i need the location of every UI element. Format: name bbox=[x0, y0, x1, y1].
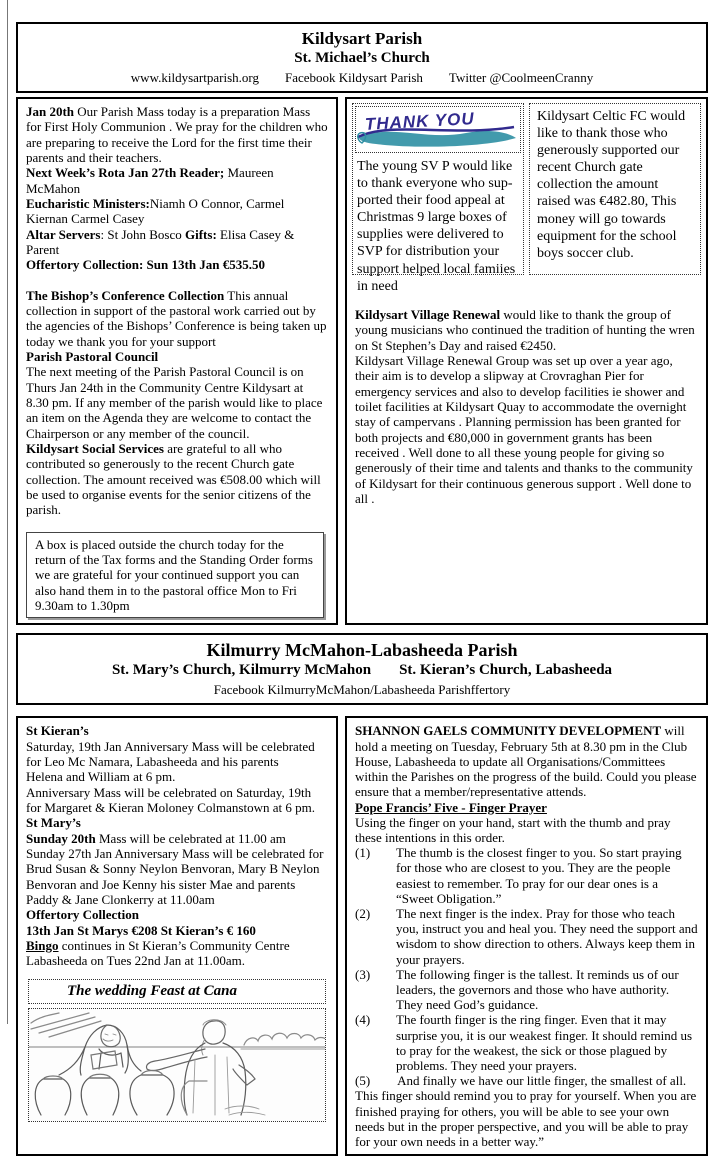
kilmurry-contact-line: Facebook KilmurryMcMahon/Labasheeda Parishffertory bbox=[213, 682, 511, 698]
kilmurry-right-column bbox=[345, 716, 708, 1156]
svp-thanks-text: The young SV P would like to thank everyone who sup-ported their food appeal at Christmas 9 large boxes of supplies were delivered to SVP for distribution your support helped local famiies in need bbox=[357, 159, 516, 294]
page-left-edge-line bbox=[7, 0, 8, 1024]
celtic-fc-text: Kildysart Celtic FC would like to thank those who generously supported our recent Church gate collection the amount raised was €482.80, This money will go towards equipment for the school boys soccer club. bbox=[537, 109, 686, 261]
pastoral-council-heading: Parish Pastoral Council bbox=[26, 348, 159, 364]
kildysart-facebook: Facebook Kildysart Parish bbox=[284, 69, 423, 85]
kilmurry-header bbox=[16, 633, 708, 705]
wedding-feast-title-box bbox=[28, 979, 326, 1005]
bishops-conference-notice: The Bishop’s Conference Collection This annual collection in support of the pastoral work carried out by the agencies of the Bishops’ Conference is being taken up today we thank you for your support bbox=[26, 287, 327, 349]
bingo-line: Bingo continues in St Kieran’s Community Centre bbox=[26, 938, 290, 954]
kilmurry-title: Kilmurry McMahon-Labasheeda Parish bbox=[206, 640, 518, 661]
mass-notice: Jan 20th Our Parish Mass today is a preparation Mass for First Holy Communion . We pray for the children who are preparing to receive the Lord for the first time their parents and their teachers. bbox=[26, 104, 328, 166]
village-renewal-detail: Kildysart Village Renewal Group was set up over a year ago, their aim is to develop a slipway at Crovraghan Pier for emergency services and also to develop facilities ie shower and toilet facilities at Kildysart Quay to accommodate the overnight stay of campervans . Planning permission has been granted for both projects and €80,000 in government grants has been received . Well done to all these young people for giving so generously of their time and talents and thanks to the community of Kildysart for their continuous generous support . Well done to all . bbox=[355, 353, 693, 506]
prayer-item-1: (1) The thumb is the closest finger to you. So start praying for those who are closest to you. They are the people easiest to remember. To pray for our dear ones is a “Sweet Obligation.” bbox=[355, 845, 682, 906]
wedding-feast-title: The wedding Feast at Cana bbox=[67, 982, 238, 999]
sunday20-line: Sunday 20th Mass will be celebrated at 11.00 am bbox=[26, 830, 286, 846]
kildysart-twitter: Twitter @CoolmeenCranny bbox=[448, 69, 594, 85]
kildysart-right-column bbox=[345, 97, 708, 625]
kildysart-contact-line bbox=[22, 70, 702, 85]
shannon-gaels-notice: SHANNON GAELS COMMUNITY DEVELOPMENT will hold a meeting on Tuesday, February 5th at 8.30 pm in the Club House, Labasheeda to update all Organisations/Committees within the Parishes on the progress of the build. Could you please ensure that a member/representative attends. bbox=[355, 723, 697, 800]
sunday27-line: Sunday 27th Jan Anniversary Mass will be celebrated for Brud Susan & Sonny Neylon Benvoran, Mary B Neylon Benvoran and Joe Kenny his sister Mae and parents Paddy & Jane Clonkerry at 11.00am bbox=[26, 846, 324, 908]
kildysart-left-column bbox=[16, 97, 338, 625]
tax-forms-box bbox=[26, 532, 324, 619]
kildysart-title: Kildysart Parish bbox=[301, 29, 423, 48]
offertory-heading: Offertory Collection bbox=[26, 907, 139, 923]
tax-forms-text: A box is placed outside the church today for the return of the Tax forms and the Standing Order forms we are grateful for your continued support you can also hand them in to the pastoral office Mon to Fri 9.30am to 1.30pm bbox=[35, 536, 313, 613]
kildysart-header bbox=[16, 22, 708, 93]
wedding-feast-illustration bbox=[29, 1009, 326, 1121]
altar-servers-line: Altar Servers: St John Bosco Gifts: Elisa Casey & Parent bbox=[26, 226, 295, 258]
finger-prayer-heading: Pope Francis’ Five - Finger Prayer bbox=[355, 799, 547, 815]
kildysart-church-name: St. Michael’s Church bbox=[294, 50, 430, 67]
thank-you-logo bbox=[355, 106, 521, 153]
st-marys-church: St. Mary’s Church, Kilmurry McMahon bbox=[111, 662, 372, 679]
prayer-item-4: (4) The fourth finger is the ring finger. Even that it may surprise you, it is our weakest finger. It should remind us to pray for the weakest, the sick or those plagued by problems. They need your prayers. bbox=[355, 1012, 693, 1073]
prayer-item-2: (2) The next finger is the index. Pray for those who teach you, instruct you and heal you. They need the support and wisdom to show direction to others. Always keep them in your prayers. bbox=[355, 905, 698, 967]
kieran-mass-3: Anniversary Mass will be celebrated on Saturday, 19th for Margaret & Kieran Moloney Colmanstown at 6 pm. bbox=[26, 784, 315, 816]
bingo-line-2: Labasheeda on Tues 22nd Jan at 11.00am. bbox=[26, 953, 246, 969]
pastoral-council-notice: The next meeting of the Parish Pastoral Council is on Thurs Jan 24th in the Community Centre Kildysart at 8.30 pm. If any member of the parish would like to place an item on the Agenda they are welcome to contact the Chairperson or any member of the council. bbox=[26, 364, 323, 441]
eucharistic-ministers-line: Eucharistic Ministers:Niamh O Connor, Carmel Kiernan Carmel Casey bbox=[26, 196, 285, 227]
kilmurry-left-column bbox=[16, 716, 338, 1156]
offertory-collection-line: Offertory Collection: Sun 13th Jan €535.50 bbox=[26, 257, 266, 273]
kilmurry-columns bbox=[16, 716, 708, 1156]
kieran-mass-2: Helena and William at 6 pm. bbox=[26, 769, 176, 785]
st-kierans-heading: St Kieran’s bbox=[26, 723, 89, 739]
kildysart-columns bbox=[16, 97, 708, 625]
prayer-item-5: (5) And finally we have our little finger, the smallest of all. This finger should remind you to pray for yourself. When you are finished praying for others, you will be able to see your own needs but in the proper perspective, and you will be able to pray for your own needs in a better way.” bbox=[355, 1073, 697, 1149]
thank-you-logo-art bbox=[356, 107, 520, 152]
social-services-notice: Kildysart Social Services are grateful to all who contributed so generously to the recent Church gate collection. The amount received was €508.00 which will be used to organise events for the senior citizens of the parish. bbox=[26, 440, 321, 518]
thank-you-text: THANK YOU bbox=[364, 109, 476, 134]
rota-line: Next Week’s Rota Jan 27th Reader; Maureen McMahon bbox=[26, 165, 274, 196]
offertory-amounts: 13th Jan St Marys €208 St Kieran’s € 160 bbox=[26, 922, 256, 938]
village-renewal-notice: Kildysart Village Renewal would like to thank the group of young musicians who continued the tradition of hunting the wren on St Stephen’s Day and raised €2450. bbox=[355, 307, 695, 353]
mass-date: Jan 20th bbox=[26, 104, 75, 120]
celtic-fc-thanks-box bbox=[529, 103, 701, 275]
newsletter-content bbox=[16, 22, 708, 1156]
finger-prayer-intro: Using the finger on your hand, start with the thumb and pray these intentions in this order. bbox=[355, 814, 671, 845]
thank-you-row bbox=[352, 103, 701, 294]
st-kierans-church: St. Kieran’s Church, Labasheeda bbox=[399, 662, 613, 679]
kildysart-website: www.kildysartparish.org bbox=[130, 69, 259, 85]
kieran-mass-1: Saturday, 19th Jan Anniversary Mass will be celebrated for Leo Mc Namara, Labasheeda and his parents bbox=[26, 738, 315, 770]
wedding-feast-image-box bbox=[28, 1008, 326, 1122]
st-marys-heading: St Mary’s bbox=[26, 815, 81, 831]
prayer-item-3: (3) The following finger is the tallest. It reminds us of our leaders, the governors and those who have authority. They need God’s guidance. bbox=[355, 966, 679, 1013]
kilmurry-churches bbox=[22, 662, 702, 680]
village-renewal-section bbox=[352, 307, 701, 506]
svp-thanks-box bbox=[352, 103, 524, 294]
